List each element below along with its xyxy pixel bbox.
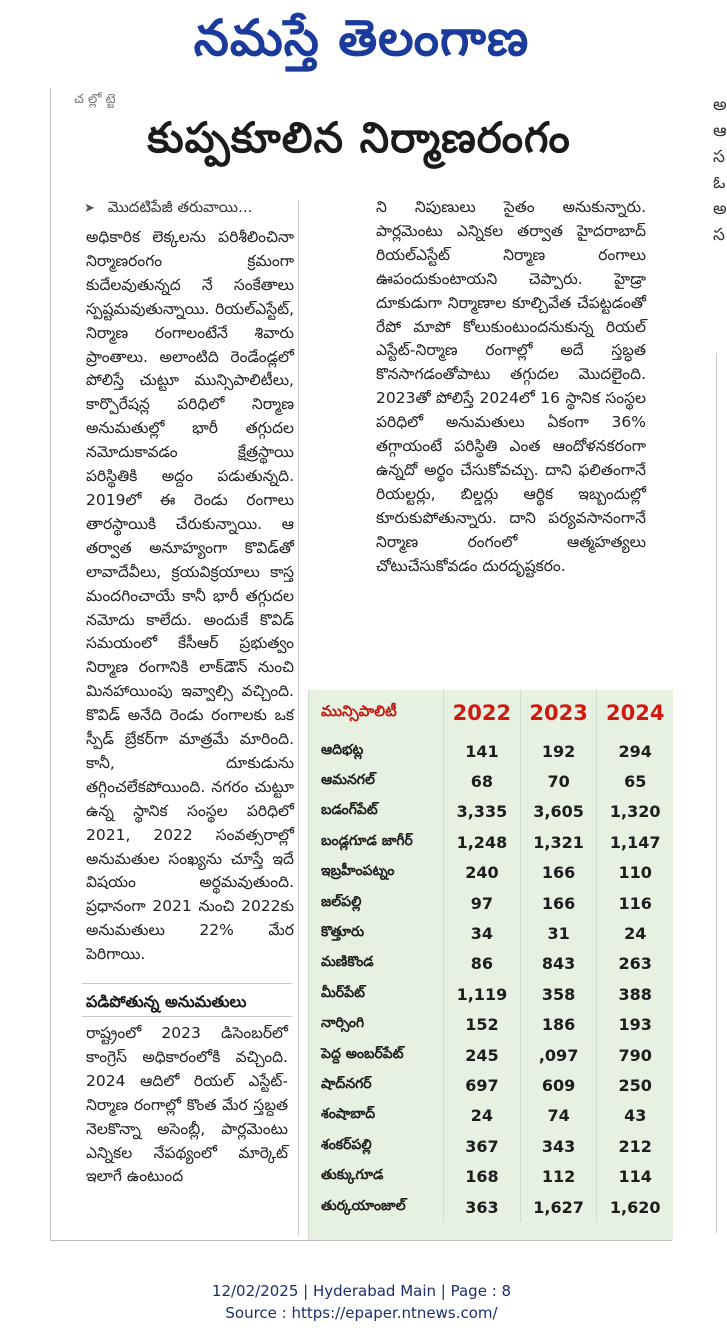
municipality-name: కొత్తూరు — [321, 924, 365, 941]
value-2023: 74 — [520, 1101, 597, 1131]
permits-table — [309, 690, 673, 1222]
value-2023: 343 — [520, 1131, 597, 1161]
table-row — [309, 888, 673, 918]
table-row — [309, 858, 673, 888]
table-row — [309, 1010, 673, 1040]
municipality-name: పెద్ద అంబర్‌పేట్ — [321, 1045, 404, 1062]
left-column-paragraph-1: అధికారిక లెక్కలను పరిశీలించినా నిర్మాణరంగం క్రమంగా కుదేలవుతున్నద నే సంకేతాలు స్పష్టమవుతున్నాయి. రియల్‌ఎస్టేట్‌, నిర్మాణ రంగాలంటేనే శివారు ప్రాంతాలు. అలాంటిది రెండేండ్లలో పోలిస్తే చుట్టూ మున్సిపాలిటీలు, కార్పొరేషన్ల పరిధిలో నిర్మాణ అనుమతుల్లో భారీ తగ్గుదల నమోదుకావడం క్షేత్రస్థాయి పరిస్థితికి అద్దం పడుతున్నది. 2019లో ఈ రెండు రంగాలు తారస్థాయికి చేరుకున్నాయి. ఆ తర్వాత అనూహ్యంగా కొవిడ్‌తో లావాదేవీలు, క్రయవిక్రయాలు కాస్త మందగించాయే కానీ భారీ తగ్గుదల నమోదు కాలేదు. అందుకే కొవిడ్ సమయంలో కేసీఆర్ ప్రభుత్వం నిర్మాణ రంగానికి లాక్‌డౌన్ నుంచి మినహాయింపు ఇవ్వాల్సి వచ్చింది. కొవిడ్ అనేది రెండు రంగాలకు ఒక స్పీడ్ బ్రేకర్‌గా మాత్రమే మారింది. కానీ, దూకుడును తగ్గించలేకపోయింది. నగరం చుట్టూ ఉన్న స్థానిక సంస్థల పరిధిలో 2021, 2022 సంవత్సరాల్లో అనుమతుల సంఖ్యను చూస్తే ఇదే విషయం అర్థమవుతుంది. ప్రధానంగా 2021 నుంచి 2022కు అనుమతులు 22% మేర పెరిగాయి. — [86, 228, 294, 964]
header-2024: 2024 — [597, 690, 673, 736]
value-2024: 790 — [597, 1040, 673, 1070]
value-2022: 1,119 — [444, 979, 521, 1009]
municipality-name: మణికొండ — [321, 954, 374, 971]
value-2024: 388 — [597, 979, 673, 1009]
right-column-paragraph: ని నిపుణులు సైతం అనుకున్నారు. పార్లమెంటు ఎన్నికల తర్వాత హైదరాబాద్ రియల్‌ఎస్టేట్ నిర్మాణ రంగాలు ఊపందుకుంటాయని చెప్పారు. హైడ్రా దూకుడుగా నిర్మాణాల కూల్చివేత చేపట్టడంతో రేపో మాపో కోలుకుంటుందనుకున్న రియల్ ఎస్టేట్-నిర్మాణ రంగాల్లో అదే స్తబ్ధత కొనసాగడంతోపాటు తగ్గుదల మొదలైంది. 2023తో పోలిస్తే 2024లో 16 స్థానిక సంస్థల పరిధిలో అనుమతులు ఏకంగా 36% తగ్గాయంటే పరిస్థితి ఎంత ఆందోళనకరంగా ఉన్నదో అర్థం చేసుకోవచ్చు. దాని ఫలితంగానే రియల్టర్లు, బిల్డర్లు ఆర్థిక ఇబ్బందుల్లో కూరుకుపోతున్నారు. దాని పర్యవసానంగానే నిర్మాణ రంగంలో ఆత్మహత్యలు చోటుచేసుకోవడం దురదృష్టకరం. — [376, 198, 646, 575]
municipality-name: జల్‌పల్లి — [321, 893, 362, 910]
value-2024: 24 — [597, 918, 673, 948]
value-2022: 97 — [444, 888, 521, 918]
value-2023: 1,321 — [520, 827, 597, 857]
masthead — [0, 0, 723, 76]
value-2024: 294 — [597, 736, 673, 766]
value-2023: 70 — [520, 766, 597, 796]
adjacent-column-fragments: అ ఆ స ఓ అ స — [713, 95, 727, 245]
value-2022: 168 — [444, 1161, 521, 1191]
value-2024: 193 — [597, 1010, 673, 1040]
value-2023: 358 — [520, 979, 597, 1009]
section-divider-bottom — [82, 1016, 292, 1017]
value-2023: 3,605 — [520, 797, 597, 827]
value-2022: 24 — [444, 1101, 521, 1131]
municipality-name: ఆదిభట్ల — [321, 741, 364, 758]
value-2022: 34 — [444, 918, 521, 948]
header-municipality: మున్సిపాలిటీ — [321, 702, 397, 720]
header-2022: 2022 — [444, 690, 521, 736]
table-row — [309, 736, 673, 766]
value-2024: 1,147 — [597, 827, 673, 857]
table-row — [309, 1040, 673, 1070]
adjacent-column-edge — [712, 88, 727, 1238]
headline: కుప్పకూలిన నిర్మాణరంగం — [147, 113, 571, 162]
footer-source-line[interactable]: Source : https://epaper.ntnews.com/ — [225, 1304, 498, 1322]
value-2022: 1,248 — [444, 827, 521, 857]
table-row — [309, 918, 673, 948]
value-2024: 110 — [597, 858, 673, 888]
value-2023: 192 — [520, 736, 597, 766]
value-2023: 112 — [520, 1161, 597, 1191]
table-row — [309, 766, 673, 796]
value-2022: 152 — [444, 1010, 521, 1040]
municipality-name: శంకర్‌పల్లి — [321, 1136, 372, 1153]
kicker-line: చ ల్లో ట్టె — [74, 92, 116, 107]
permits-table-box — [308, 690, 673, 1240]
municipality-name: తుర్కయాంజాల్ — [321, 1197, 406, 1214]
table-header-row — [309, 690, 673, 736]
value-2022: 3,335 — [444, 797, 521, 827]
municipality-name: శంషాబాద్ — [321, 1106, 376, 1123]
adjacent-column-rule — [716, 353, 717, 1233]
table-row — [309, 1161, 673, 1191]
municipality-name: నార్సింగి — [321, 1015, 365, 1032]
chevron-right-icon: ➤ — [84, 201, 95, 216]
value-2024: 250 — [597, 1070, 673, 1100]
value-2022: 68 — [444, 766, 521, 796]
left-column-paragraph-2: రాష్ట్రంలో 2023 డిసెంబర్‌లో కాంగ్రెస్ అధికారంలోకి వచ్చింది. 2024 ఆదిలో రియల్ ఎస్టేట్-నిర్మాణ రంగాల్లో కొంత మేర స్తబ్దత నెలకొన్నా అసెంబ్లీ, పార్లమెంటు ఎన్నికల నేపథ్యంలో మార్కెట్ ఇలాగే ఉంటుంద — [86, 1024, 288, 1186]
municipality-name: బడంగ్‌పేట్ — [321, 802, 378, 819]
column-divider — [298, 200, 299, 1235]
header-2023: 2023 — [520, 690, 597, 736]
value-2023: 843 — [520, 949, 597, 979]
table-row — [309, 979, 673, 1009]
table-row — [309, 1070, 673, 1100]
value-2022: 697 — [444, 1070, 521, 1100]
value-2024: 114 — [597, 1161, 673, 1191]
municipality-name: షాద్‌నగర్ — [321, 1075, 372, 1092]
table-row — [309, 797, 673, 827]
value-2024: 212 — [597, 1131, 673, 1161]
section-divider-top — [82, 983, 292, 984]
value-2024: 116 — [597, 888, 673, 918]
value-2024: 1,620 — [597, 1192, 673, 1222]
municipality-name: మీర్‌పేట్ — [321, 984, 365, 1001]
value-2023: 31 — [520, 918, 597, 948]
municipality-name: తుక్కుగూడ — [321, 1167, 384, 1184]
value-2024: 263 — [597, 949, 673, 979]
value-2024: 43 — [597, 1101, 673, 1131]
table-row — [309, 827, 673, 857]
municipality-name: ఇబ్రహీంపట్నం — [321, 863, 395, 880]
value-2023: 609 — [520, 1070, 597, 1100]
municipality-name: ఆమనగల్ — [321, 772, 375, 789]
continuation-note — [84, 196, 252, 220]
table-row — [309, 949, 673, 979]
table-row — [309, 1101, 673, 1131]
value-2024: 65 — [597, 766, 673, 796]
value-2023: 1,627 — [520, 1192, 597, 1222]
value-2022: 245 — [444, 1040, 521, 1070]
value-2022: 240 — [444, 858, 521, 888]
municipality-name: బండ్లగూడ జాగీర్ — [321, 832, 413, 849]
footer-edition-line: 12/02/2025 | Hyderabad Main | Page : 8 — [211, 1282, 512, 1300]
value-2022: 141 — [444, 736, 521, 766]
table-row — [309, 1131, 673, 1161]
table-row — [309, 1192, 673, 1222]
continuation-text: మొదటిపేజీ తరువాయి... — [107, 198, 253, 216]
value-2022: 367 — [444, 1131, 521, 1161]
value-2022: 363 — [444, 1192, 521, 1222]
value-2024: 1,320 — [597, 797, 673, 827]
value-2023: ,097 — [520, 1040, 597, 1070]
value-2022: 86 — [444, 949, 521, 979]
value-2023: 186 — [520, 1010, 597, 1040]
masthead-title: నమస్తే తెలంగాణ — [193, 9, 530, 67]
section-subheading: పడిపోతున్న అనుమతులు — [86, 992, 247, 1011]
value-2023: 166 — [520, 888, 597, 918]
value-2023: 166 — [520, 858, 597, 888]
